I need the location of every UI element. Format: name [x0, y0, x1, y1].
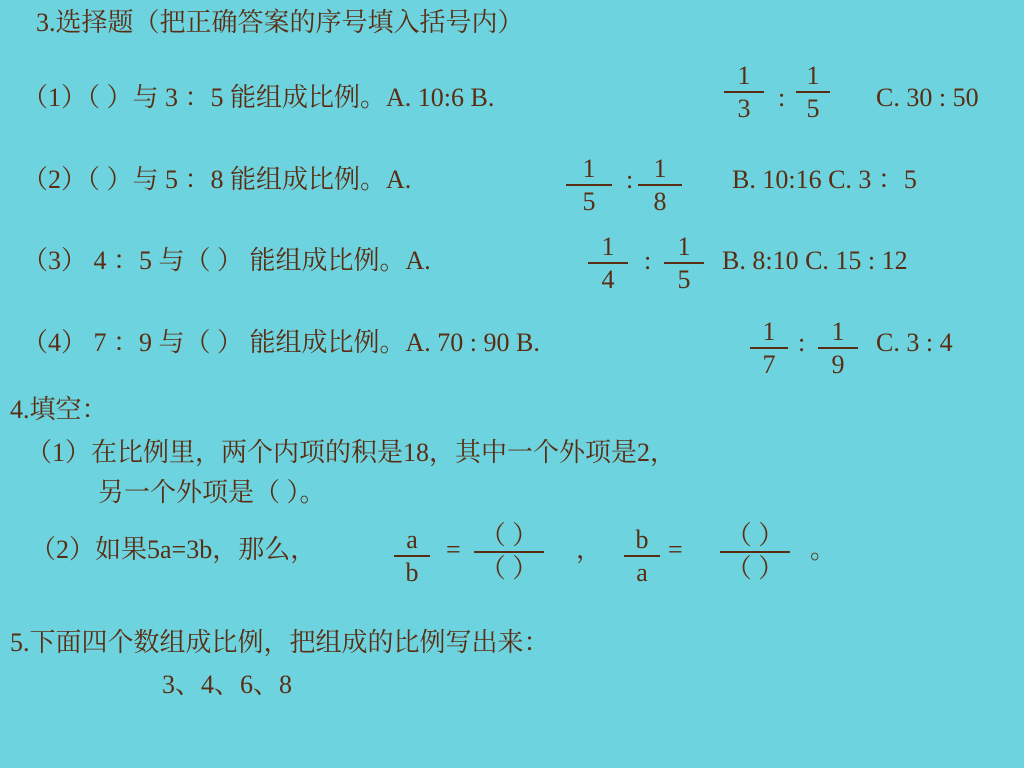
q4-item1-line1: （1）在比例里，两个内项的积是18，其中一个外项是2，: [26, 438, 677, 467]
q3-item4-colon: :: [798, 328, 806, 357]
q3-item4-tail: C. 3 : 4: [876, 328, 953, 357]
q3-item4-fraction-b-left: 1 7: [750, 318, 788, 379]
q3-item2-fraction-a-left: 1 5: [566, 155, 612, 216]
q3-item1-fraction-b-right: 1 5: [796, 62, 830, 123]
q3-item3-fraction-a-left: 1 4: [588, 233, 628, 294]
q3-item3-tail: B. 8:10 C. 15 : 12: [722, 246, 908, 275]
q4-item2-period: 。: [810, 535, 837, 564]
q3-item3-stem: （3） 4 ：5 与（ ） 能组成比例。A.: [22, 246, 431, 275]
q3-item3-fraction-a-right: 1 5: [664, 233, 704, 294]
q3-item1-colon: :: [778, 83, 786, 112]
q4-item2-equals-2: =: [668, 535, 683, 564]
q3-item2-colon: :: [626, 165, 634, 194]
q3-item1-stem: （1）（ ）与 3 ：5 能组成比例。A. 10:6 B.: [22, 83, 495, 112]
q3-item2-fraction-a-right: 1 8: [638, 155, 682, 216]
q3-item2-stem: （2）（ ）与 5 ：8 能组成比例。A.: [22, 165, 412, 194]
q4-title: 4.填空：: [10, 395, 108, 424]
q3-item1-tail: C. 30 : 50: [876, 83, 979, 112]
q3-item4-fraction-b-right: 1 9: [818, 318, 858, 379]
q3-item1-fraction-b-left: 1 3: [724, 62, 764, 123]
q3-title: 3.选择题（把正确答案的序号填入括号内）: [36, 8, 524, 37]
q3-item3-colon: :: [644, 246, 652, 275]
q4-item2-blank-fraction-1: （ ） （ ）: [474, 522, 544, 583]
q3-item2-tail: B. 10:16 C. 3 ：5: [732, 165, 917, 194]
q4-item2-blank-fraction-2: （ ） （ ）: [720, 522, 790, 583]
q4-item2-fraction-b-over-a: b a: [624, 526, 660, 587]
q3-item4-stem: （4） 7 ：9 与（ ） 能组成比例。A. 70 : 90 B.: [22, 328, 540, 357]
q4-item1-line2: 另一个外项是（ ）。: [98, 478, 326, 507]
q4-item2-comma: ，: [576, 535, 603, 564]
q4-item2-equals-1: =: [446, 535, 461, 564]
q4-item2-fraction-a-over-b: a b: [394, 526, 430, 587]
q5-title: 5.下面四个数组成比例，把组成的比例写出来：: [10, 628, 550, 657]
q4-item2-prefix: （2）如果5a=3b，那么，: [30, 535, 317, 564]
q5-numbers: 3、4、6、8: [162, 670, 293, 699]
